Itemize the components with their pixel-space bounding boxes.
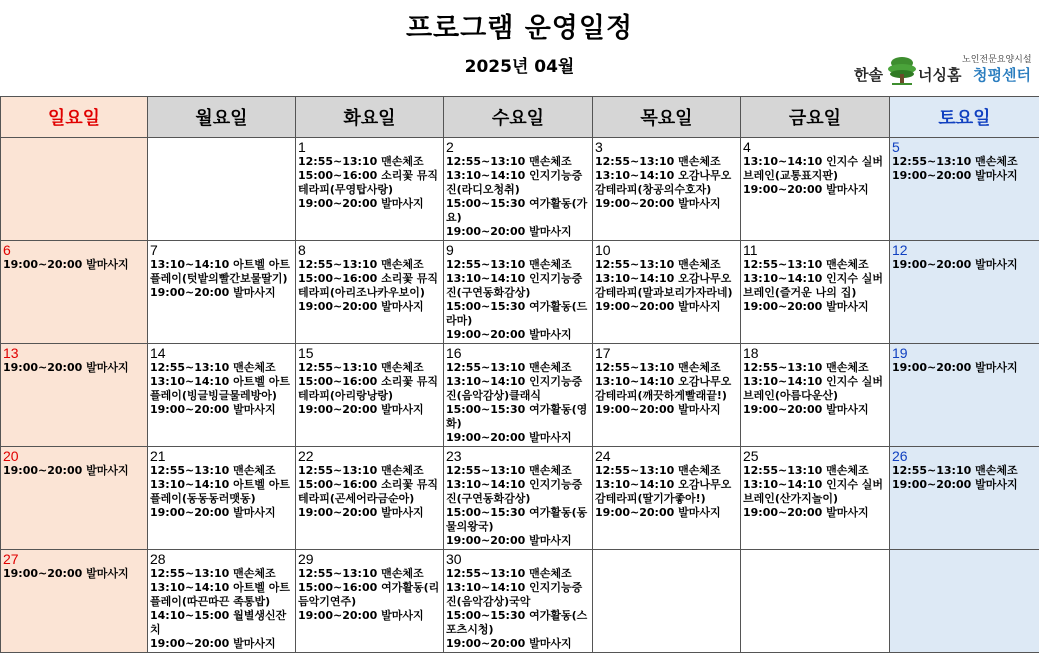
schedule-entry: 15:00~16:00 여가활동(리듬악기연주)	[298, 581, 440, 608]
schedule-entry: 13:10~14:10 아트벨 아트플레이(동동동러맷동)	[150, 478, 291, 505]
day-cell	[1, 241, 148, 344]
schedule-entry: 13:10~14:10 아트벨 아트플레이(따끈따끈 족통밥)	[150, 581, 291, 608]
schedule-entry: 19:00~20:00 발마사지	[892, 361, 1018, 374]
facility-logo	[854, 50, 1034, 90]
schedule-entry: 13:10~14:10 인지기능증진(음악감상)클래식	[446, 375, 583, 402]
day-number: 29	[298, 551, 314, 567]
schedule-entry: 12:55~13:10 맨손체조	[743, 464, 869, 477]
schedule-entry: 19:00~20:00 발마사지	[743, 403, 869, 416]
schedule-entry: 19:00~20:00 발마사지	[743, 183, 869, 196]
day-cell	[890, 344, 1039, 447]
day-number: 24	[595, 448, 611, 464]
schedule-entry: 12:55~13:10 맨손체조	[595, 464, 721, 477]
tree-icon	[886, 54, 918, 86]
month-subtitle: 2025년 04월	[464, 57, 575, 77]
schedule-entry: 19:00~20:00 발마사지	[150, 286, 276, 299]
day-cell	[444, 447, 593, 550]
schedule-entry: 15:00~15:30 여가활동(영화)	[446, 403, 588, 430]
schedule-entry: 13:10~14:10 인지수 실버브레인(산가지놀이)	[743, 478, 884, 505]
schedule-entry: 12:55~13:10 맨손체조	[743, 258, 869, 271]
day-cell	[1, 447, 148, 550]
schedule-entry: 19:00~20:00 발마사지	[150, 506, 276, 519]
schedule-entry: 19:00~20:00 발마사지	[298, 506, 424, 519]
schedule-entry: 12:55~13:10 맨손체조	[298, 155, 424, 168]
day-number: 12	[892, 242, 908, 258]
day-cell	[741, 447, 890, 550]
day-cell	[148, 241, 296, 344]
schedule-entry: 13:10~14:10 오감나무오감테라피(딸기가좋아!)	[595, 478, 732, 505]
schedule-entry: 13:10~14:10 인지수 실버브레인(교통표지판)	[743, 155, 884, 182]
schedule-entry: 13:10~14:10 오감나무오감테라피(깨끗하게빨래끝!)	[595, 375, 732, 402]
schedule-entry: 15:00~15:30 여가활동(스포츠시청)	[446, 609, 588, 636]
weekday-monday: 월요일	[148, 97, 296, 138]
schedule-entry: 15:00~16:00 소리꽃 뮤직테라피(무영탑사랑)	[298, 169, 439, 196]
weekday-wednesday: 수요일	[444, 97, 593, 138]
schedule-entry: 12:55~13:10 맨손체조	[446, 258, 572, 271]
schedule-entry: 19:00~20:00 발마사지	[743, 506, 869, 519]
week-row	[1, 344, 1039, 447]
week-row	[1, 138, 1039, 241]
day-number: 11	[743, 242, 758, 258]
day-cell	[296, 550, 444, 653]
logo-name-nursinghome: 너싱홈	[918, 66, 962, 84]
schedule-entry: 19:00~20:00 발마사지	[595, 506, 721, 519]
day-number: 16	[446, 345, 462, 361]
schedule-entry: 12:55~13:10 맨손체조	[298, 567, 424, 580]
day-number: 30	[446, 551, 462, 567]
weekday-thursday: 목요일	[593, 97, 741, 138]
schedule-entry: 12:55~13:10 맨손체조	[595, 155, 721, 168]
day-cell	[741, 550, 890, 653]
schedule-entry: 19:00~20:00 발마사지	[743, 300, 869, 313]
weekday-header-row	[1, 97, 1039, 138]
schedule-entry: 19:00~20:00 발마사지	[446, 534, 572, 547]
day-number: 17	[595, 345, 611, 361]
schedule-entry: 12:55~13:10 맨손체조	[743, 361, 869, 374]
day-number: 18	[743, 345, 759, 361]
logo-name-center: 청평센터	[973, 66, 1031, 84]
day-number: 26	[892, 448, 908, 464]
day-cell	[296, 138, 444, 241]
schedule-entry: 19:00~20:00 발마사지	[3, 464, 129, 477]
schedule-entry: 19:00~20:00 발마사지	[298, 197, 424, 210]
day-number: 9	[446, 242, 454, 258]
day-number: 1	[298, 139, 306, 155]
schedule-entry: 15:00~15:30 여가활동(동물의왕국)	[446, 506, 588, 533]
weekday-saturday: 토요일	[890, 97, 1039, 138]
day-number: 14	[150, 345, 166, 361]
schedule-entry: 19:00~20:00 발마사지	[595, 197, 721, 210]
day-number: 28	[150, 551, 166, 567]
schedule-entry: 15:00~16:00 소리꽃 뮤직테라피(아리조나카우보이)	[298, 272, 439, 299]
day-cell	[741, 344, 890, 447]
day-number: 7	[150, 242, 158, 258]
day-number: 3	[595, 139, 603, 155]
day-number: 22	[298, 448, 314, 464]
schedule-entry: 19:00~20:00 발마사지	[298, 609, 424, 622]
calendar-grid	[0, 96, 1039, 653]
day-number: 2	[446, 139, 454, 155]
day-cell	[444, 344, 593, 447]
schedule-entry: 19:00~20:00 발마사지	[446, 328, 572, 341]
schedule-entry: 12:55~13:10 맨손체조	[595, 361, 721, 374]
schedule-entry: 13:10~14:10 인지수 실버브레인(즐거운 나의 집)	[743, 272, 884, 299]
schedule-entry: 13:10~14:10 인지기능증진(구연동화감상)	[446, 272, 583, 299]
schedule-entry: 13:10~14:10 인지기능증진(라디오청취)	[446, 169, 583, 196]
schedule-entry: 15:00~16:00 소리꽃 뮤직테라피(곤세어라금순아)	[298, 478, 439, 505]
schedule-entry: 12:55~13:10 맨손체조	[298, 464, 424, 477]
logo-subtitle: 노인전문요양시설	[962, 55, 1032, 65]
schedule-entry: 13:10~14:10 인지기능증진(구연동화감상)	[446, 478, 583, 505]
day-number: 5	[892, 139, 900, 155]
page-title: 프로그램 운영일정	[405, 13, 634, 44]
week-row	[1, 241, 1039, 344]
schedule-entry: 12:55~13:10 맨손체조	[298, 258, 424, 271]
day-cell	[296, 447, 444, 550]
day-cell	[444, 241, 593, 344]
schedule-entry: 19:00~20:00 발마사지	[3, 361, 129, 374]
weekday-sunday: 일요일	[1, 97, 148, 138]
day-cell	[1, 344, 148, 447]
schedule-entry: 12:55~13:10 맨손체조	[446, 361, 572, 374]
schedule-entry: 19:00~20:00 발마사지	[298, 300, 424, 313]
schedule-entry: 19:00~20:00 발마사지	[595, 403, 721, 416]
day-number: 10	[595, 242, 611, 258]
schedule-entry: 19:00~20:00 발마사지	[892, 169, 1018, 182]
schedule-entry: 13:10~14:10 인지기능증진(음악감상)국악	[446, 581, 583, 608]
day-cell	[890, 138, 1039, 241]
week-row	[1, 447, 1039, 550]
day-number: 21	[150, 448, 166, 464]
schedule-entry: 13:10~14:10 아트벨 아트플레이(빙글빙글물레방아)	[150, 375, 291, 402]
day-cell	[593, 344, 741, 447]
day-number: 8	[298, 242, 306, 258]
day-cell	[593, 241, 741, 344]
schedule-entry: 13:10~14:10 오감나무오감테라피(말과보리가자라네)	[595, 272, 733, 299]
schedule-entry: 12:55~13:10 맨손체조	[446, 567, 572, 580]
schedule-entry: 13:10~14:10 아트벨 아트플레이(텃밭의빨간보물딸기)	[150, 258, 291, 285]
schedule-entry: 19:00~20:00 발마사지	[150, 637, 276, 650]
logo-brand: 한솔	[854, 66, 883, 84]
day-number: 20	[3, 448, 19, 464]
schedule-entry: 12:55~13:10 맨손체조	[892, 155, 1018, 168]
weekday-tuesday: 화요일	[296, 97, 444, 138]
day-cell	[148, 138, 296, 241]
day-number: 13	[3, 345, 19, 361]
schedule-entry: 12:55~13:10 맨손체조	[150, 464, 276, 477]
schedule-entry: 13:10~14:10 인지수 실버브레인(아름다운산)	[743, 375, 884, 402]
day-number: 27	[3, 551, 19, 567]
day-cell	[148, 447, 296, 550]
schedule-entry: 19:00~20:00 발마사지	[892, 478, 1018, 491]
schedule-entry: 19:00~20:00 발마사지	[446, 637, 572, 650]
day-cell	[444, 138, 593, 241]
schedule-entry: 15:00~15:30 여가활동(가요)	[446, 197, 588, 224]
day-number: 15	[298, 345, 314, 361]
schedule-entry: 15:00~15:30 여가활동(드라마)	[446, 300, 588, 327]
schedule-entry: 19:00~20:00 발마사지	[446, 225, 572, 238]
schedule-entry: 19:00~20:00 발마사지	[595, 300, 721, 313]
day-cell	[593, 550, 741, 653]
day-cell	[890, 447, 1039, 550]
day-cell	[296, 344, 444, 447]
schedule-entry: 19:00~20:00 발마사지	[892, 258, 1018, 271]
week-row	[1, 550, 1039, 653]
calendar-body	[1, 138, 1039, 653]
day-cell	[1, 550, 148, 653]
day-number: 6	[3, 242, 11, 258]
day-cell	[593, 447, 741, 550]
schedule-entry: 12:55~13:10 맨손체조	[446, 155, 572, 168]
schedule-entry: 12:55~13:10 맨손체조	[298, 361, 424, 374]
day-number: 4	[743, 139, 751, 155]
page-header	[0, 0, 1039, 96]
day-cell	[296, 241, 444, 344]
schedule-entry: 19:00~20:00 발마사지	[298, 403, 424, 416]
schedule-entry: 12:55~13:10 맨손체조	[892, 464, 1018, 477]
schedule-entry: 19:00~20:00 발마사지	[3, 258, 129, 271]
schedule-entry: 12:55~13:10 맨손체조	[446, 464, 572, 477]
day-number: 23	[446, 448, 462, 464]
day-cell	[1, 138, 148, 241]
schedule-entry: 12:55~13:10 맨손체조	[595, 258, 721, 271]
schedule-entry: 19:00~20:00 발마사지	[3, 567, 129, 580]
schedule-entry: 19:00~20:00 발마사지	[150, 403, 276, 416]
schedule-entry: 15:00~16:00 소리꽃 뮤직테라피(아리랑낭랑)	[298, 375, 439, 402]
day-cell	[890, 241, 1039, 344]
day-cell	[890, 550, 1039, 653]
day-cell	[444, 550, 593, 653]
day-cell	[148, 344, 296, 447]
day-cell	[741, 138, 890, 241]
weekday-friday: 금요일	[741, 97, 890, 138]
schedule-entry: 12:55~13:10 맨손체조	[150, 361, 276, 374]
schedule-entry: 12:55~13:10 맨손체조	[150, 567, 276, 580]
schedule-entry: 13:10~14:10 오감나무오감테라피(창공의수호자)	[595, 169, 732, 196]
schedule-entry: 19:00~20:00 발마사지	[446, 431, 572, 444]
day-cell	[148, 550, 296, 653]
day-number: 25	[743, 448, 759, 464]
day-cell	[593, 138, 741, 241]
schedule-entry: 14:10~15:00 월별생신잔치	[150, 609, 287, 636]
day-cell	[741, 241, 890, 344]
day-number: 19	[892, 345, 908, 361]
